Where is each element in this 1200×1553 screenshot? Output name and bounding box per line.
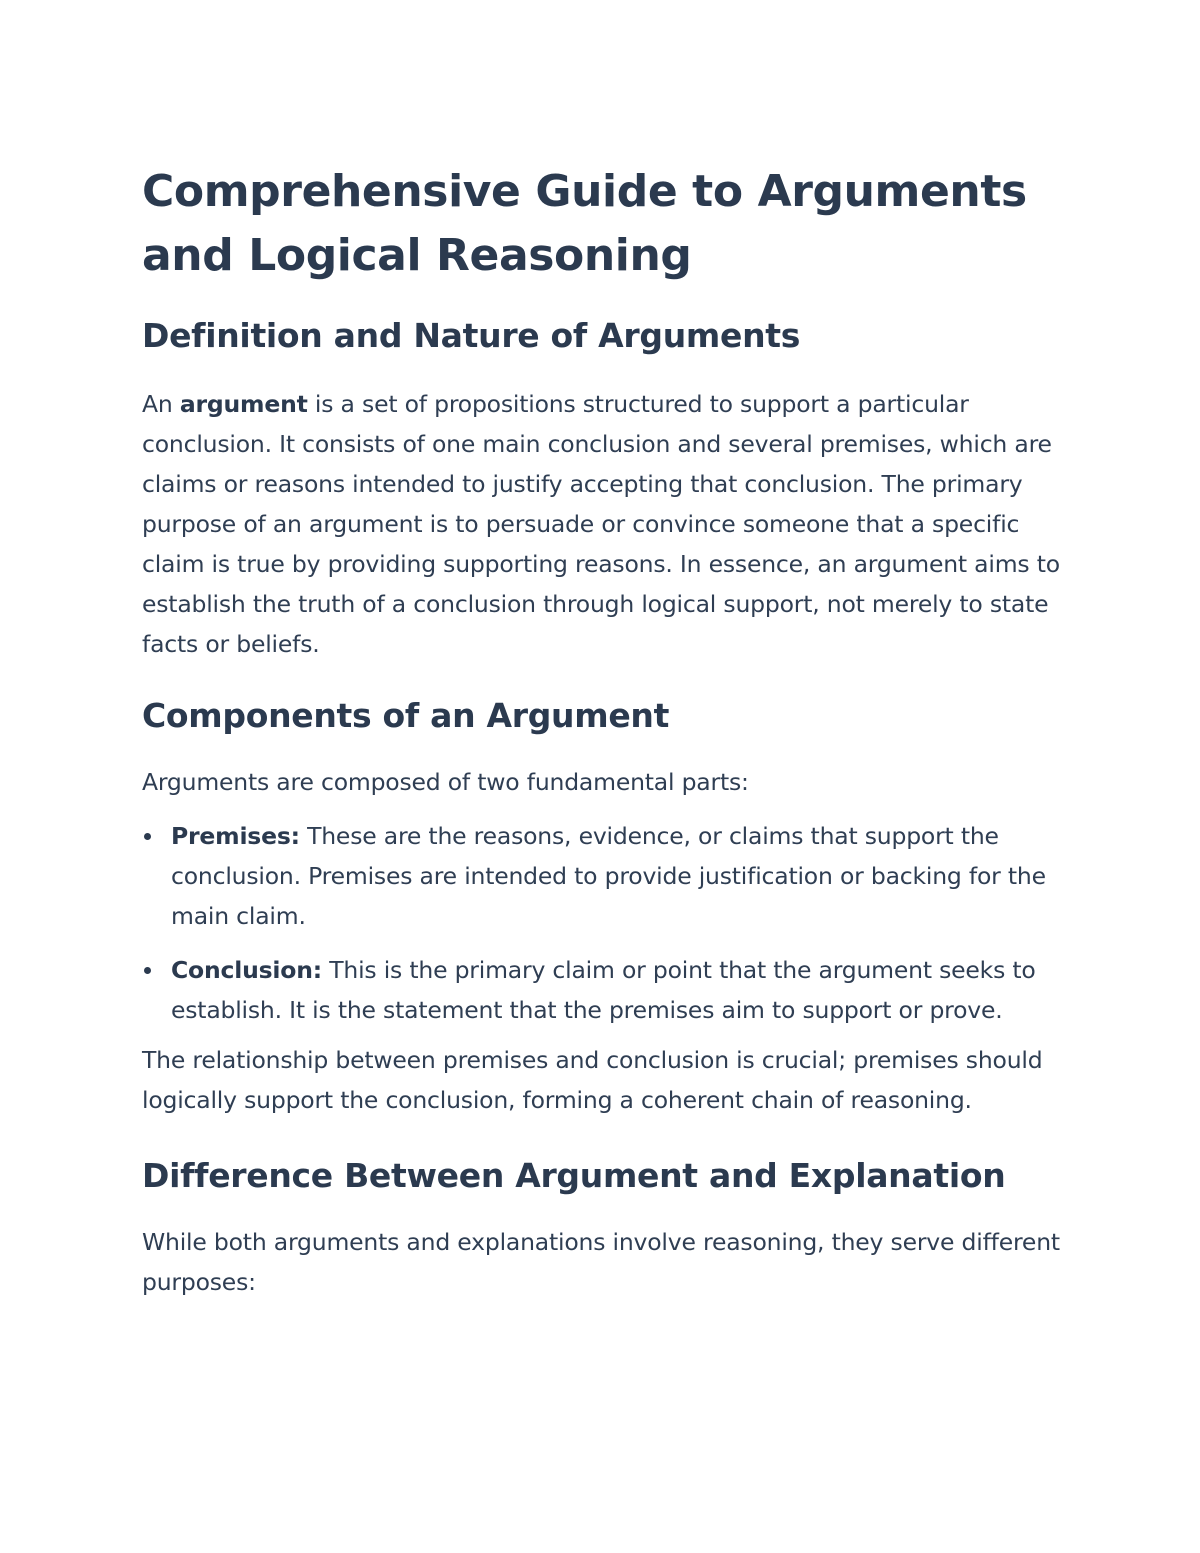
list-item-term: Conclusion: [171, 956, 322, 984]
list-item-conclusion [142, 950, 1072, 1030]
definition-paragraph [142, 384, 1072, 664]
section-heading: Components of an Argument [142, 696, 670, 735]
list-item-text: These are the reasons, evidence, or claims that support the conclusion. Premises are intended to provide justification or backing for the main claim. [171, 822, 1046, 930]
section-heading: Difference Between Argument and Explanation [142, 1156, 1006, 1195]
section-difference [142, 1154, 1072, 1302]
section-components [142, 694, 1072, 1120]
list-item-premises [142, 816, 1072, 936]
paragraph-body: is a set of propositions structured to support a particular conclusion. It consists of one main conclusion and several premises, which are claims or reasons intended to justify accepting that conclusion. The primary purpose of an argument is to persuade or convince someone that a specific claim is true by providing supporting reasons. In essence, an argument aims to establish the truth of a conclusion through logical support, not merely to state facts or beliefs. [142, 390, 1060, 658]
bullet-icon [144, 833, 151, 840]
bold-term-argument: argument [179, 390, 308, 418]
section-definition [142, 314, 1072, 664]
paragraph-lead: An [142, 390, 180, 418]
document-page [142, 160, 1072, 1302]
bullet-icon [144, 967, 151, 974]
difference-intro: While both arguments and explanations involve reasoning, they serve different purposes: [142, 1228, 1060, 1296]
components-intro: Arguments are composed of two fundamental parts: [142, 768, 749, 796]
list-item-term: Premises: [171, 822, 300, 850]
section-heading: Definition and Nature of Arguments [142, 316, 801, 355]
list-item-text: This is the primary claim or point that the argument seeks to establish. It is the statement that the premises aim to support or prove. [171, 956, 1036, 1024]
components-list [142, 816, 1072, 1030]
components-relationship-paragraph: The relationship between premises and conclusion is crucial; premises should logically support the conclusion, forming a coherent chain of reasoning. [142, 1046, 1043, 1114]
document-title: Comprehensive Guide to Arguments and Logical Reasoning [142, 166, 1027, 281]
